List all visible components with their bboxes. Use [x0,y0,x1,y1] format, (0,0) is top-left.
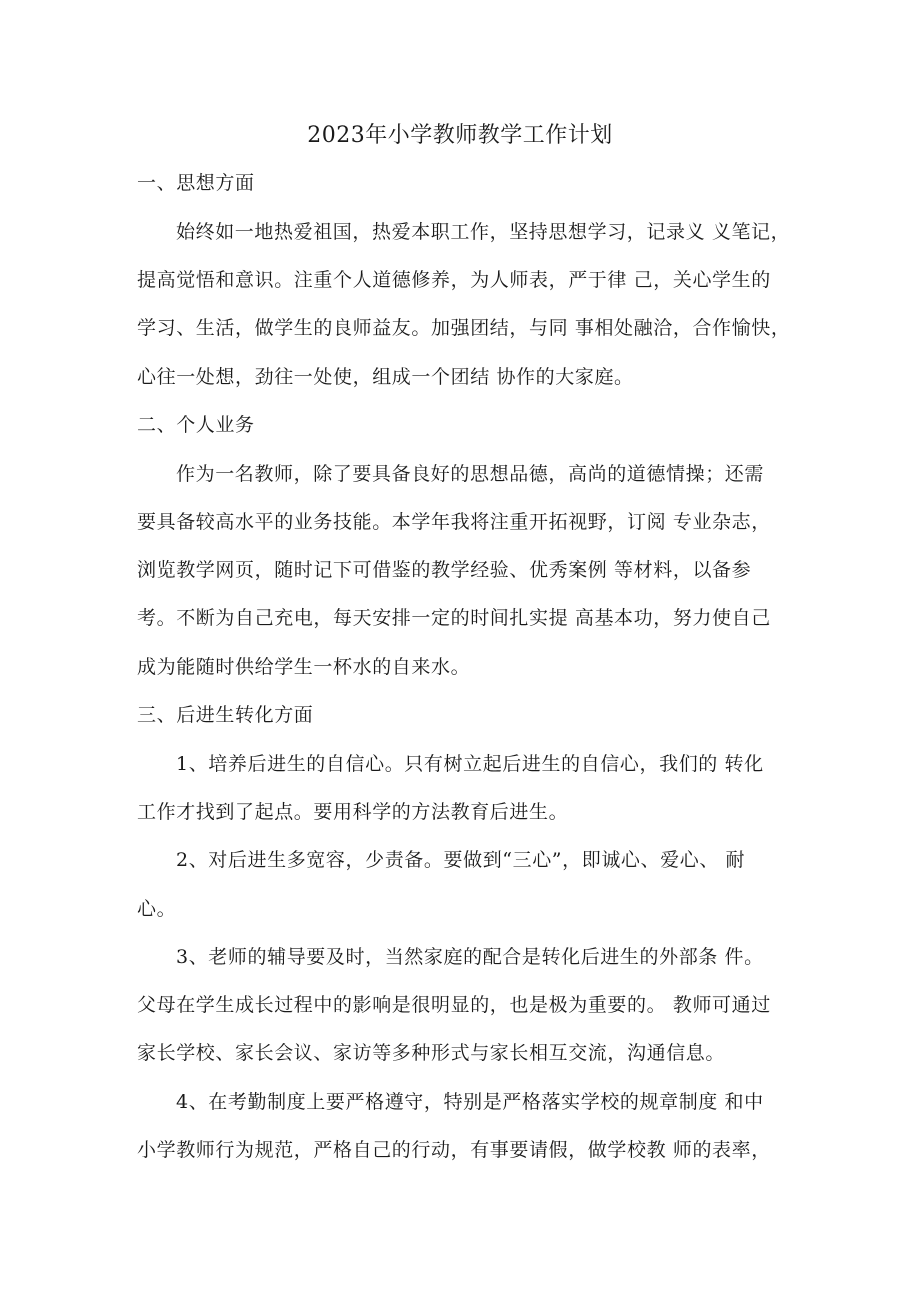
list-item-line: 4、在考勤制度上要严格遵守，特别是严格落实学校的规章制度 和中 [176,1091,764,1113]
list-item-line: 3、老师的辅导要及时，当然家庭的配合是转化后进生的外部条 件。 [176,946,764,968]
section-heading-1: 一、思想方面 [137,172,255,194]
list-item-line: 父母在学生成长过程中的影响是很明显的，也是极为重要的。 教师可通过 [137,994,771,1016]
paragraph-line: 成为能随时供给学生一杯水的自来水。 [137,656,471,678]
paragraph-line: 考。不断为自己充电，每天安排一定的时间扎实提 高基本功，努力使自己 [137,607,771,629]
section-heading-2: 二、个人业务 [137,414,255,436]
list-item-line: 工作才找到了起点。要用科学的方法教育后进生。 [137,801,569,823]
list-item-line: 心。 [137,898,177,920]
section-heading-3: 三、后进生转化方面 [137,704,314,726]
list-item-line: 小学教师行为规范，严格自己的行动，有事要请假，做学校教 师的表率， [137,1139,771,1161]
paragraph-line: 学习、生活，做学生的良师益友。加强团结，与同 事相处融洽，合作愉快， [137,317,791,339]
paragraph-line: 心往一处想，劲往一处使，组成一个团结 协作的大家庭。 [137,366,634,388]
list-item-line: 2、对后进生多宽容，少责备。要做到“三心”，即诚心、爱心、 耐 [176,849,746,871]
paragraph-line: 浏览教学网页，随时记下可借鉴的教学经验、优秀案例 等材料，以备参 [137,559,752,581]
list-item-line: 家长学校、家长会议、家访等多种形式与家长相互交流，沟通信息。 [137,1042,726,1064]
paragraph-line: 作为一名教师，除了要具备良好的思想品德，高尚的道德情操；还需 [176,463,765,485]
list-item-line: 1、培养后进生的自信心。只有树立起后进生的自信心，我们的 转化 [176,753,764,775]
paragraph-line: 要具备较高水平的业务技能。本学年我将注重开拓视野，订阅 专业杂志， [137,511,771,533]
paragraph-line: 提高觉悟和意识。注重个人道德修养，为人师表，严于律 己，关心学生的 [137,269,771,291]
paragraph-line: 始终如一地热爱祖国，热爱本职工作，坚持思想学习，记录义 义笔记， [176,221,791,243]
page-title: 2023年小学教师教学工作计划 [307,123,613,148]
